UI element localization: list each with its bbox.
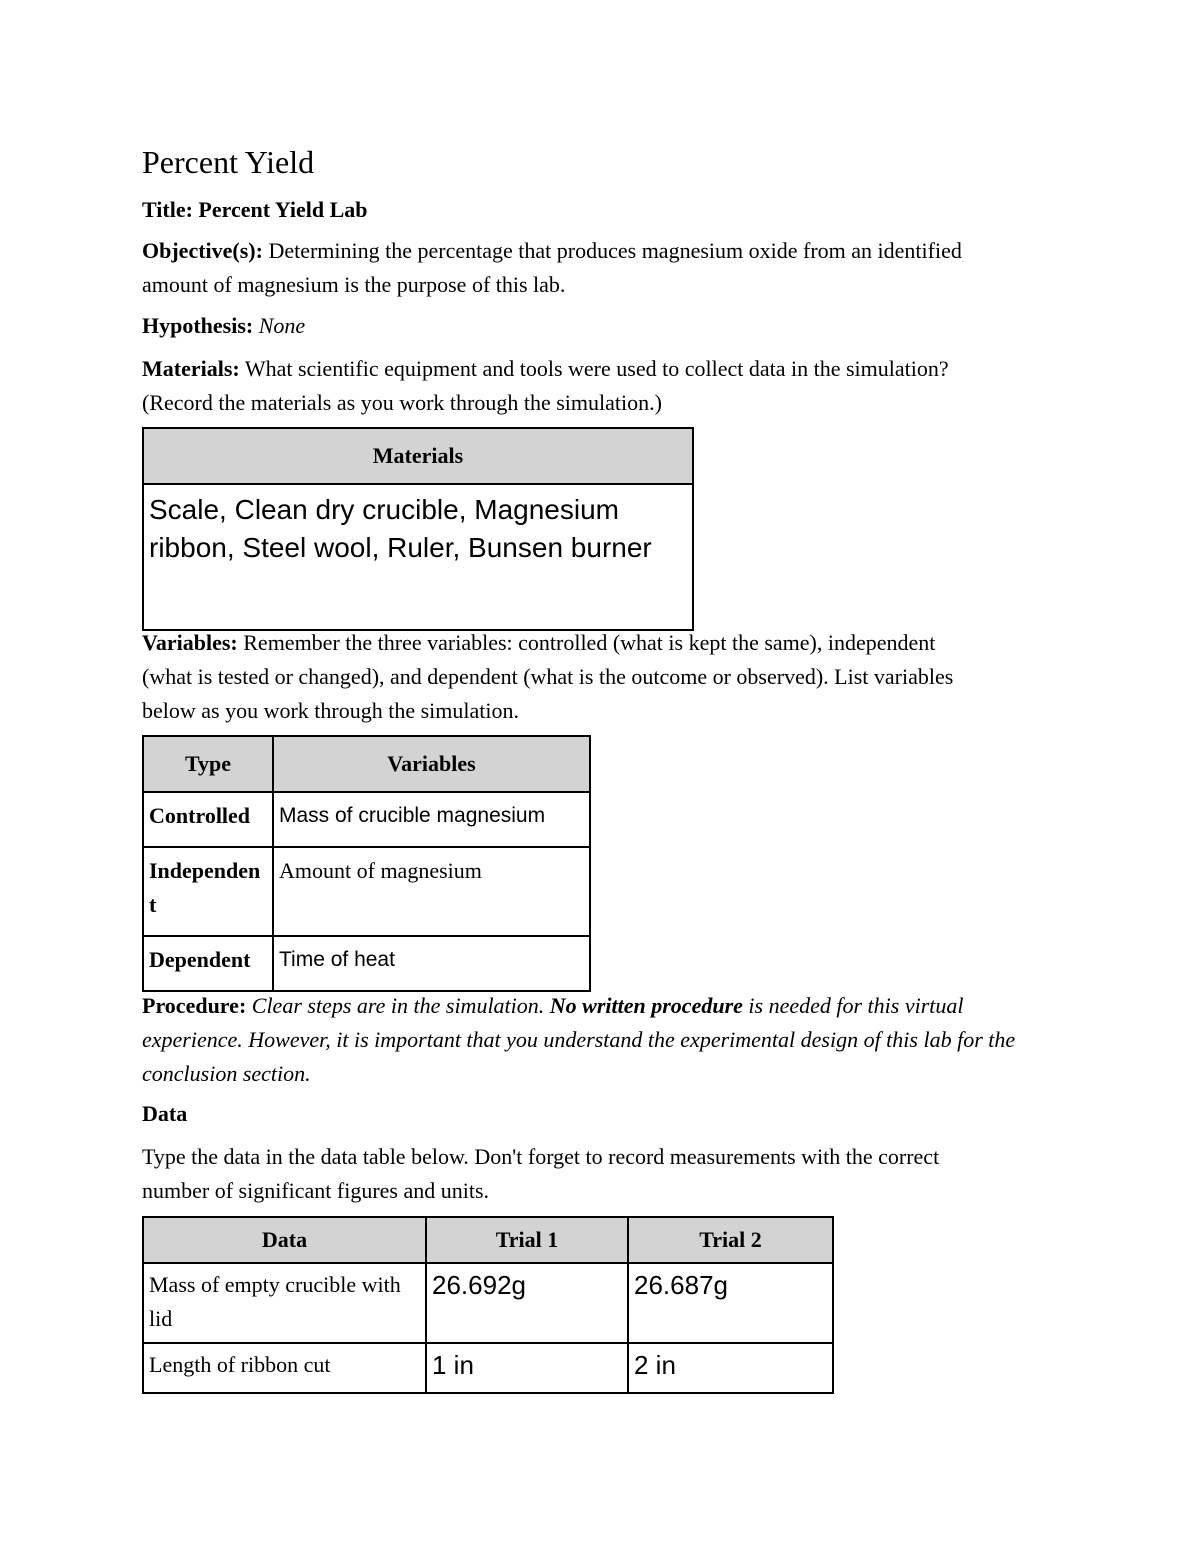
procedure-emphasis: No written procedure xyxy=(549,993,743,1018)
title-line xyxy=(142,193,1062,227)
objective-paragraph xyxy=(142,234,1002,302)
variables-label: Variables: xyxy=(142,630,238,655)
data-trial-2-cell[interactable]: 26.687g xyxy=(628,1263,833,1343)
materials-label: Materials: xyxy=(142,356,240,381)
variables-header-variables: Variables xyxy=(273,736,590,792)
table-row xyxy=(143,1343,833,1393)
variable-value-cell[interactable]: Mass of crucible magnesium xyxy=(273,792,590,847)
variable-type-cell: Controlled xyxy=(143,792,273,847)
procedure-text-2: is needed for this virtual experience. However, it is important that you understand the experimental design of this lab for the conclusion section. xyxy=(142,993,1016,1086)
objective-label: Objective(s): xyxy=(142,238,263,263)
materials-table-content[interactable]: Scale, Clean dry crucible, Magnesium ribbon, Steel wool, Ruler, Bunsen burner xyxy=(143,484,693,630)
variables-header-type: Type xyxy=(143,736,273,792)
data-trial-1-cell[interactable]: 26.692g xyxy=(426,1263,628,1343)
data-header-data: Data xyxy=(143,1217,426,1263)
hypothesis-value: None xyxy=(258,313,306,338)
variables-paragraph xyxy=(142,626,982,728)
variable-value-cell[interactable]: Time of heat xyxy=(273,936,590,991)
hypothesis-label: Hypothesis: xyxy=(142,313,254,338)
variables-text: Remember the three variables: controlled (what is kept the same), independent (what is tested or changed), and dependent (what is the outcome or observed). List variables below as you work through the simulation. xyxy=(142,630,954,723)
data-instructions: Type the data in the data table below. Don't forget to record measurements with the correct number of significant figures and units. xyxy=(142,1144,940,1203)
materials-text: What scientific equipment and tools were used to collect data in the simulation? (Record the materials as you work through the simulation.) xyxy=(142,356,949,415)
data-row-label: Mass of empty crucible with lid xyxy=(143,1263,426,1343)
table-row xyxy=(143,847,590,936)
data-header-trial-2: Trial 2 xyxy=(628,1217,833,1263)
procedure-text-1: Clear steps are in the simulation. xyxy=(251,993,545,1018)
page-heading: Percent Yield xyxy=(142,144,315,180)
data-trial-1-cell[interactable]: 1 in xyxy=(426,1343,628,1393)
materials-table-header: Materials xyxy=(143,428,693,484)
materials-table xyxy=(142,427,694,631)
variable-type-cell: Dependent xyxy=(143,936,273,991)
title-label: Title: xyxy=(142,197,193,222)
table-row xyxy=(143,792,590,847)
title-value: Percent Yield Lab xyxy=(198,197,368,222)
data-heading: Data xyxy=(142,1101,188,1126)
materials-paragraph xyxy=(142,352,972,420)
variable-type-cell: Independent xyxy=(143,847,273,936)
table-row xyxy=(143,936,590,991)
data-table xyxy=(142,1216,834,1394)
procedure-label: Procedure: xyxy=(142,993,247,1018)
variable-value-cell[interactable]: Amount of magnesium xyxy=(273,847,590,936)
data-trial-2-cell[interactable]: 2 in xyxy=(628,1343,833,1393)
data-row-label: Length of ribbon cut xyxy=(143,1343,426,1393)
procedure-paragraph xyxy=(142,989,1052,1091)
variables-table xyxy=(142,735,591,992)
table-row xyxy=(143,1263,833,1343)
data-header-trial-1: Trial 1 xyxy=(426,1217,628,1263)
hypothesis-line xyxy=(142,309,1062,343)
objective-text: Determining the percentage that produces magnesium oxide from an identified amount of magnesium is the purpose of this lab. xyxy=(142,238,962,297)
